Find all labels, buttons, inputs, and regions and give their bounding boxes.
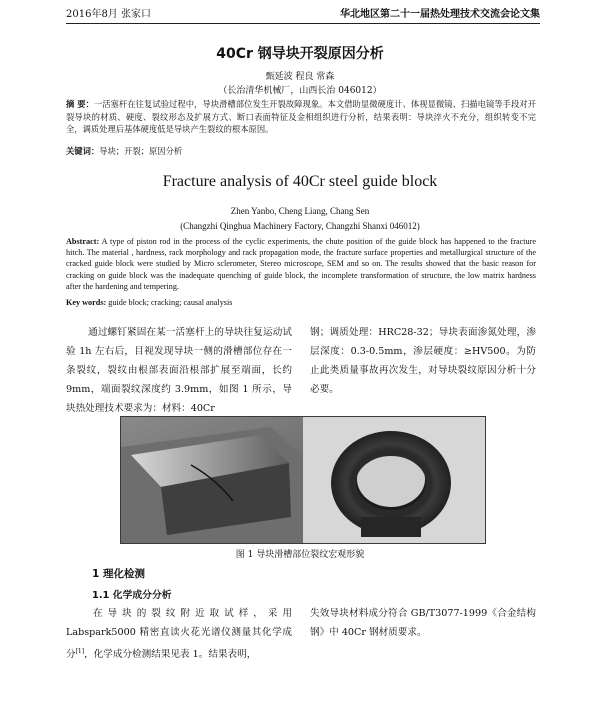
header-date-location: 2016年8月 张家口: [66, 8, 151, 20]
running-header: [66, 4, 540, 24]
figure-1-caption: 图 1 导块滑槽部位裂纹宏观形貌: [235, 550, 365, 560]
chinese-abstract-label: 摘 要：: [66, 99, 94, 109]
intro-paragraph-left: [66, 323, 292, 418]
chinese-title: 40Cr 钢导块开裂原因分析: [216, 46, 384, 62]
english-keywords-label: Key words:: [66, 298, 107, 307]
chinese-abstract: [66, 98, 536, 136]
guide-block-photo-illustration: [121, 417, 485, 543]
chinese-keywords: [66, 145, 536, 157]
body-paragraph-left: [66, 604, 292, 664]
english-keywords: [66, 298, 536, 307]
guide-block-closeup: [121, 427, 303, 543]
subsection-heading: 1.1 化学成分分析: [92, 590, 172, 601]
body-text-left-a: 在导块的裂纹附近取试样，采用 Labspark5000 精密直读火花光谱仪测量其化学成分: [66, 608, 292, 661]
body-paragraph-right: [310, 604, 536, 642]
english-abstract: [66, 236, 536, 292]
section-heading: 1 理化检测: [92, 568, 145, 580]
intro-text-left: 通过螺钉紧固在某一活塞杆上的导块往复运动试验 1h 左右后，目视发现导块一侧的滑槽部位存在一条裂纹，裂纹由根部表面沿根部扩展至端面，长约 9mm，端面裂纹深度约 3.9mm，如图 1 所示，导块热处理技术要求为：材料：40Cr: [66, 327, 292, 414]
chinese-keywords-label: 关键词：: [66, 146, 100, 156]
figure-1-photo: [120, 416, 486, 544]
english-authors: Zhen Yanbo, Cheng Liang, Chang Sen: [230, 206, 370, 216]
body-text-left-b: ，化学成分检测结果见表 1。结果表明，: [84, 649, 257, 661]
chinese-authors: 甄延波 程良 常森: [265, 72, 335, 82]
intro-paragraph-right: [310, 323, 536, 399]
english-keywords-text: guide block; cracking; causal analysis: [108, 298, 233, 307]
intro-text-right: 钢；调质处理：HRC28-32；导块表面渗氮处理，渗层深度：0.3-0.5mm，渗层硬度：≥HV500。为防止此类质量事故再次发生，对导块裂纹原因分析十分必要。: [310, 327, 536, 395]
chinese-affiliation: （长治清华机械厂，山西长治 046012）: [218, 86, 382, 96]
english-abstract-label: Abstract:: [66, 237, 100, 246]
english-abstract-text: A type of piston rod in the process of the cyclic experiments, the chute position of the guide block has happened to the fracture hitch. The material , hardness, rack morphology and rack propagation mode, the fracture surface properties and metallurgical structure of the cracked guide block were studied by Micro sclerometer, Stereo microscope, SEM and so on. The results showed that the basic reason for cracking on guide block was the inadequate quenching of guide block, the incomplete transformation of structure, the low matrix hardness after the hardening and tempering.: [66, 237, 536, 291]
citation-ref: [1]: [75, 648, 85, 655]
english-affiliation: (Changzhi Qinghua Machinery Factory, Changzhi Shanxi 046012): [180, 221, 420, 231]
english-title: Fracture analysis of 40Cr steel guide block: [162, 173, 438, 190]
header-proceedings-title: 华北地区第二十一届热处理技术交流会论文集: [340, 8, 540, 20]
body-text-right: 失效导块材料成分符合 GB/T3077-1999《合金结构钢》中 40Cr 钢材质要求。: [310, 608, 536, 638]
chinese-keywords-text: 导块；开裂；原因分析: [99, 146, 183, 156]
chinese-abstract-text: 一活塞杆在往复试验过程中，导块滑槽部位发生开裂故障现象。本文借助显微硬度计、体视显微镜、扫描电镜等手段对开裂导块的材质、硬度、裂纹形态及扩展方式、断口表面特征及金相组织进行分析，结果表明：导块淬火不充分，组织转变不完全，调质处理后基体硬度低是导块产生裂纹的根本原因。: [66, 99, 537, 135]
